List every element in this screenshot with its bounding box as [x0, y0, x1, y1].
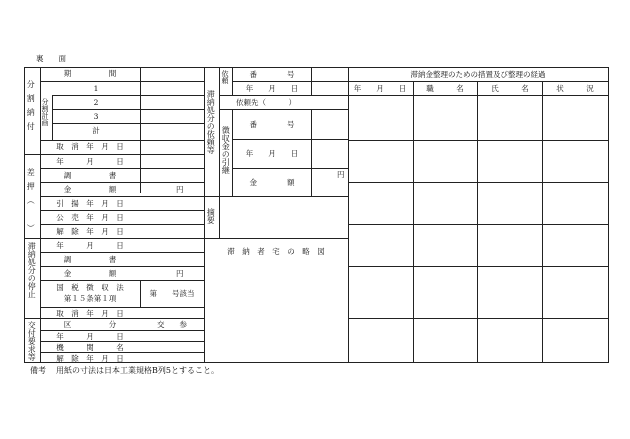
plan-row-2: 2 [93, 98, 99, 107]
sashiosae-hikiage: 引 揚 年 月 日 [56, 199, 124, 208]
biko-label: 備考 [30, 366, 46, 375]
bunkatsu-cancel-date: 取 消 年 月 日 [56, 142, 124, 151]
biko-text: 用紙の寸法は日本工業規格B列5とすること。 [56, 366, 219, 375]
bunkatsu-label: 分割納付 [26, 80, 36, 136]
koufu-label: 交付要求等 [27, 321, 37, 361]
sashiosae-kaijo: 解 除 年 月 日 [56, 227, 124, 236]
sashiosae-label: 差押（ ） [26, 168, 36, 238]
sashiosae-kingaku: 金 額 [63, 185, 117, 194]
iraisaki-label: 依頼先（ ） [236, 98, 296, 107]
col-jokyo: 状 況 [556, 84, 594, 93]
plan-total: 計 [92, 126, 100, 135]
sashiosae-yen: 円 [176, 185, 184, 194]
hikitsugi-nengappi: 年 月 日 [245, 149, 299, 158]
right-table-title: 滞納金整理のための措置及び整理の経過 [410, 70, 546, 79]
page-header: 裏 面 [36, 54, 66, 63]
hikitsugi-bango: 番 号 [249, 120, 295, 129]
teishi-chosho: 調 書 [63, 255, 117, 264]
hikitsugi-kingaku: 金 額 [249, 178, 295, 187]
koufu-date: 年 月 日 [56, 332, 124, 341]
ryakuzu-label: 滞 納 者 宅 の 略 図 [227, 247, 325, 256]
hikitsugi-label: 徴収金の引継 [221, 126, 231, 174]
teishi-yen: 円 [176, 269, 184, 278]
koufu-kubun: 区 分 [63, 320, 117, 329]
col-shokumei: 職 名 [426, 84, 464, 93]
kousan-label: 交 参 [157, 320, 187, 329]
hikitsugi-yen: 円 [337, 170, 345, 179]
irai-label: 依頼 [221, 70, 230, 84]
irai-bango: 番 号 [249, 70, 295, 79]
tekiyo-label: 摘要 [206, 208, 216, 224]
irai-nengappi: 年 月 日 [245, 84, 299, 93]
teishi-date: 年 月 日 [56, 241, 124, 250]
plan-row-3: 3 [93, 112, 99, 121]
sashiosae-date: 年 月 日 [56, 157, 124, 166]
gaito-label: 第 号該当 [149, 289, 195, 298]
col-date: 年 月 日 [353, 84, 407, 93]
plan-row-1: 1 [93, 84, 99, 93]
col-shimei: 氏 名 [491, 84, 529, 93]
kikan-header: 期 間 [63, 69, 117, 78]
koufu-kikan: 機 関 名 [56, 343, 124, 352]
bunkatsu-keikaku-label: 分割計画 [41, 98, 50, 126]
teishi-label: 滞納処分の停止 [27, 242, 37, 298]
kokuzei-line2: 第１５条第１項 [63, 294, 117, 303]
sashiosae-kobai: 公 売 年 月 日 [56, 213, 124, 222]
teishi-cancel-date: 取 消 年 月 日 [56, 309, 124, 318]
irai-group-label: 滞納処分の依頼等 [206, 90, 216, 154]
teishi-kingaku: 金 額 [63, 269, 117, 278]
koufu-kaijo: 解 除 年 月 日 [56, 354, 124, 363]
sashiosae-chosho: 調 書 [63, 171, 117, 180]
kokuzei-line1: 国 税 徴 収 法 [56, 283, 124, 292]
